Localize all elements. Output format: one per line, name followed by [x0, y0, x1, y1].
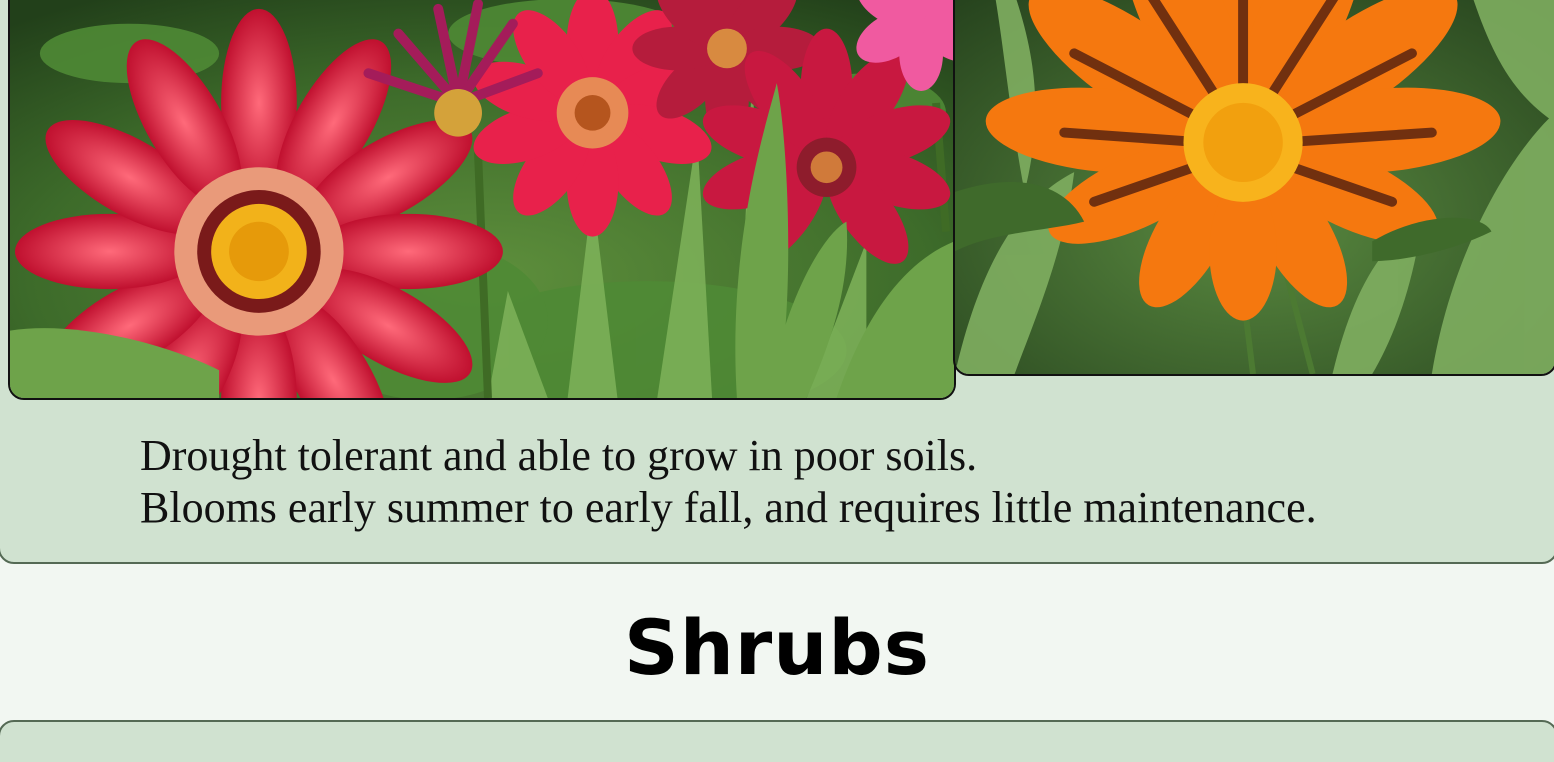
plant-description: [140, 430, 1520, 534]
section-title: Shrubs: [623, 603, 931, 692]
description-line-2: Blooms early summer to early fall, and requires little maintenance.: [140, 483, 1317, 532]
next-plant-card: [0, 720, 1554, 762]
red-gazania-image: [10, 0, 954, 398]
orange-gazania-image: [955, 0, 1554, 374]
red-gazania-photo: [8, 0, 956, 400]
orange-gazania-photo: [953, 0, 1554, 376]
description-line-1: Drought tolerant and able to grow in poor soils.: [140, 431, 978, 480]
